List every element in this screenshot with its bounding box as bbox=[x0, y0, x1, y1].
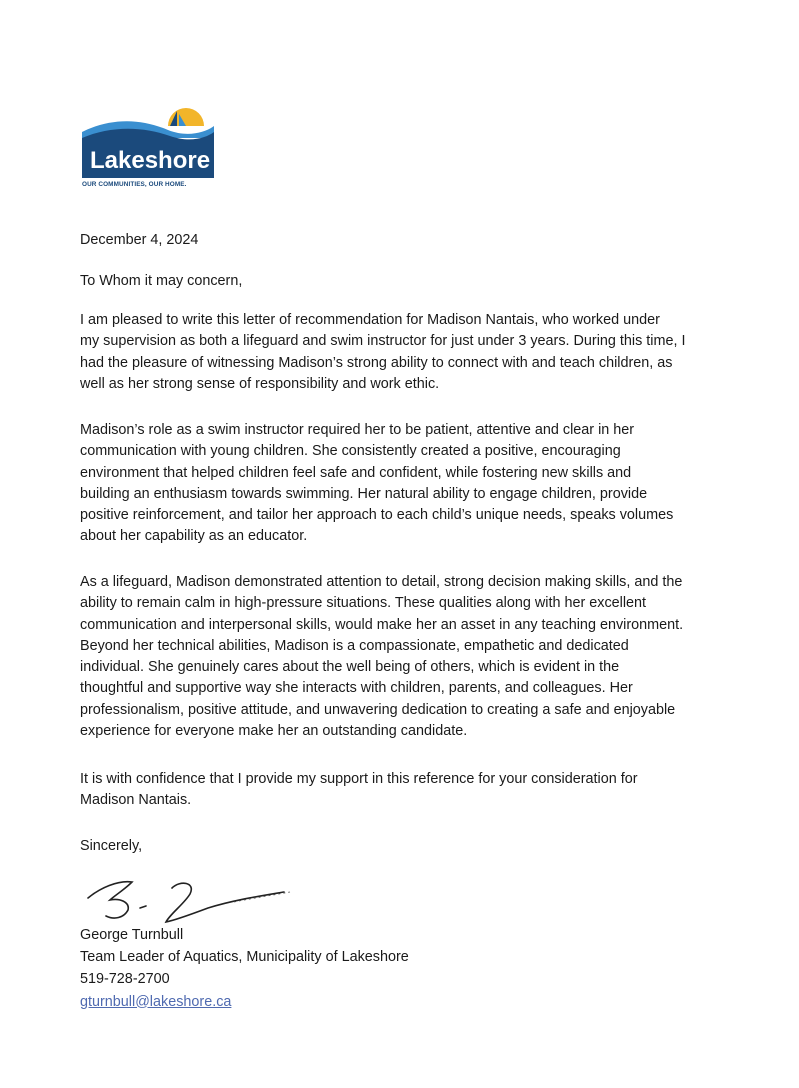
signature-stroke-2 bbox=[140, 906, 146, 908]
signature-stroke-3 bbox=[166, 883, 284, 922]
paragraph-line: As a lifeguard, Madison demonstrated attention to detail, strong decision making skills, and the bbox=[80, 574, 683, 590]
paragraph-1 bbox=[80, 310, 685, 395]
logo-text: Lakeshore bbox=[90, 147, 211, 174]
paragraph-line: individual. She genuinely cares about the well being of others, which is evident in the bbox=[80, 659, 620, 676]
closing: Sincerely, bbox=[80, 838, 143, 854]
paragraph-line: positive reinforcement, and tailor her approach to each child’s unique needs, speaks volumes bbox=[80, 507, 674, 524]
paragraph-line: communication with young children. She consistently created a positive, encouraging bbox=[80, 443, 621, 460]
paragraph-line: I am pleased to write this letter of recommendation for Madison Nantais, who worked under bbox=[80, 312, 660, 328]
signature-stroke-1 bbox=[88, 882, 132, 918]
signatory-phone: 519-728-2700 bbox=[80, 971, 170, 988]
paragraph-line: It is with confidence that I provide my support in this reference for your consideration for bbox=[80, 771, 638, 787]
paragraph-line: ability to remain calm in high-pressure situations. These qualities along with her excellent bbox=[80, 595, 647, 612]
paragraph-line: well as her strong sense of responsibility and work ethic. bbox=[80, 375, 440, 392]
paragraph-line: thoughtful and supportive way she interacts with children, parents, and colleagues. Her bbox=[80, 680, 633, 697]
signatory-title: Team Leader of Aquatics, Municipality of Lakeshore bbox=[80, 949, 409, 966]
paragraph-line: building an enthusiasm towards swimming. Her natural ability to engage children, provide bbox=[80, 485, 648, 502]
salutation: To Whom it may concern, bbox=[80, 273, 243, 289]
letter-date: December 4, 2024 bbox=[80, 232, 199, 248]
paragraph-line: Madison’s role as a swim instructor required her to be patient, attentive and clear in her bbox=[80, 422, 635, 438]
paragraph-line: about her capability as an educator. bbox=[80, 528, 308, 545]
paragraph-3 bbox=[80, 572, 683, 742]
paragraph-line: professionalism, positive attitude, and unwavering dedication to creating a safe and enjoyable bbox=[80, 701, 676, 718]
paragraph-line: my supervision as both a lifeguard and swim instructor for just under 3 years. During this time, I bbox=[80, 333, 686, 350]
signature-block bbox=[80, 924, 409, 1013]
paragraph-line: Madison Nantais. bbox=[80, 792, 192, 809]
paragraph-4 bbox=[80, 769, 638, 812]
logo-tagline: OUR COMMUNITIES, OUR HOME. bbox=[82, 181, 187, 188]
paragraph-line: Beyond her technical abilities, Madison is a compassionate, empathetic and dedicated bbox=[80, 637, 629, 654]
paragraph-line: environment that helped children feel safe and confident, while fostering new skills and bbox=[80, 464, 632, 481]
paragraph-line: had the pleasure of witnessing Madison’s strong ability to connect with and teach children, as bbox=[80, 354, 673, 371]
signatory-email-link[interactable]: gturnbull@lakeshore.ca bbox=[80, 993, 232, 1010]
paragraph-line: experience for everyone make her an outstanding candidate. bbox=[80, 723, 468, 740]
signatory-name: George Turnbull bbox=[80, 927, 184, 943]
signature-stroke-4 bbox=[234, 892, 290, 902]
paragraph-2 bbox=[80, 420, 673, 548]
paragraph-line: communication and interpersonal skills, would make her an asset in any teaching environment. bbox=[80, 616, 684, 633]
